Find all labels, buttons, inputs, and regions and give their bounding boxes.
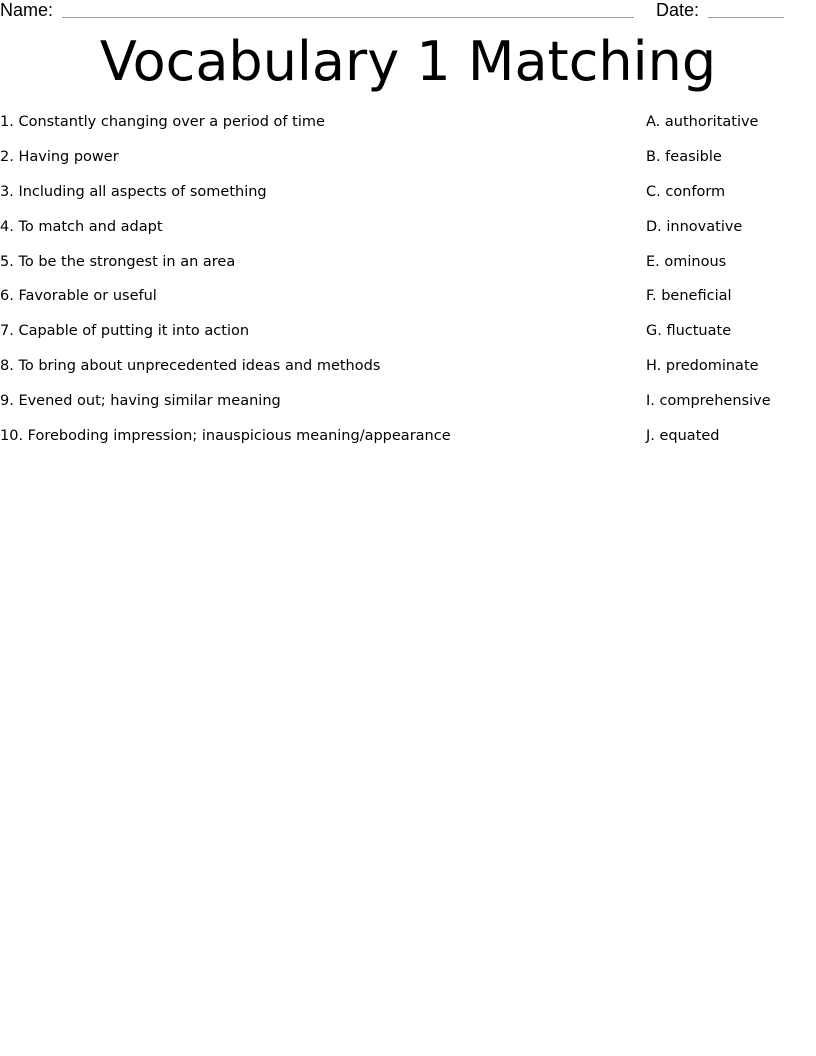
clue-item: 1. Constantly changing over a period of time bbox=[0, 114, 325, 130]
header-row bbox=[0, 0, 816, 24]
word-item: H. predominate bbox=[646, 358, 759, 375]
clue-item: 9. Evened out; having similar meaning bbox=[0, 393, 281, 410]
word-bank bbox=[646, 112, 816, 461]
clue-item: 6. Favorable or useful bbox=[0, 288, 157, 305]
word-item: B. feasible bbox=[646, 148, 722, 165]
word-item: A. authoritative bbox=[646, 114, 759, 130]
word-item: F. beneficial bbox=[646, 288, 732, 305]
clue-item: 5. To be the strongest in an area bbox=[0, 253, 236, 270]
clue-item: 3. Including all aspects of something bbox=[0, 183, 267, 200]
word-item: G. fluctuate bbox=[646, 323, 732, 340]
date-field-line[interactable] bbox=[708, 17, 784, 18]
name-label: Name: bbox=[0, 0, 54, 20]
clue-list bbox=[0, 112, 620, 461]
date-label: Date: bbox=[656, 0, 700, 20]
word-item: I. comprehensive bbox=[646, 393, 771, 410]
page-title: Vocabulary 1 Matching bbox=[99, 30, 717, 93]
word-item: J. equated bbox=[646, 428, 720, 445]
clue-item: 4. To match and adapt bbox=[0, 218, 163, 235]
clue-item: 7. Capable of putting it into action bbox=[0, 323, 250, 340]
clue-item: 10. Foreboding impression; inauspicious meaning/appearance bbox=[0, 428, 451, 445]
word-item: C. conform bbox=[646, 183, 726, 200]
word-item: E. ominous bbox=[646, 253, 727, 270]
name-field-line[interactable] bbox=[62, 17, 634, 18]
clue-item: 2. Having power bbox=[0, 148, 119, 165]
word-item: D. innovative bbox=[646, 218, 743, 235]
clue-item: 8. To bring about unprecedented ideas and methods bbox=[0, 358, 381, 375]
